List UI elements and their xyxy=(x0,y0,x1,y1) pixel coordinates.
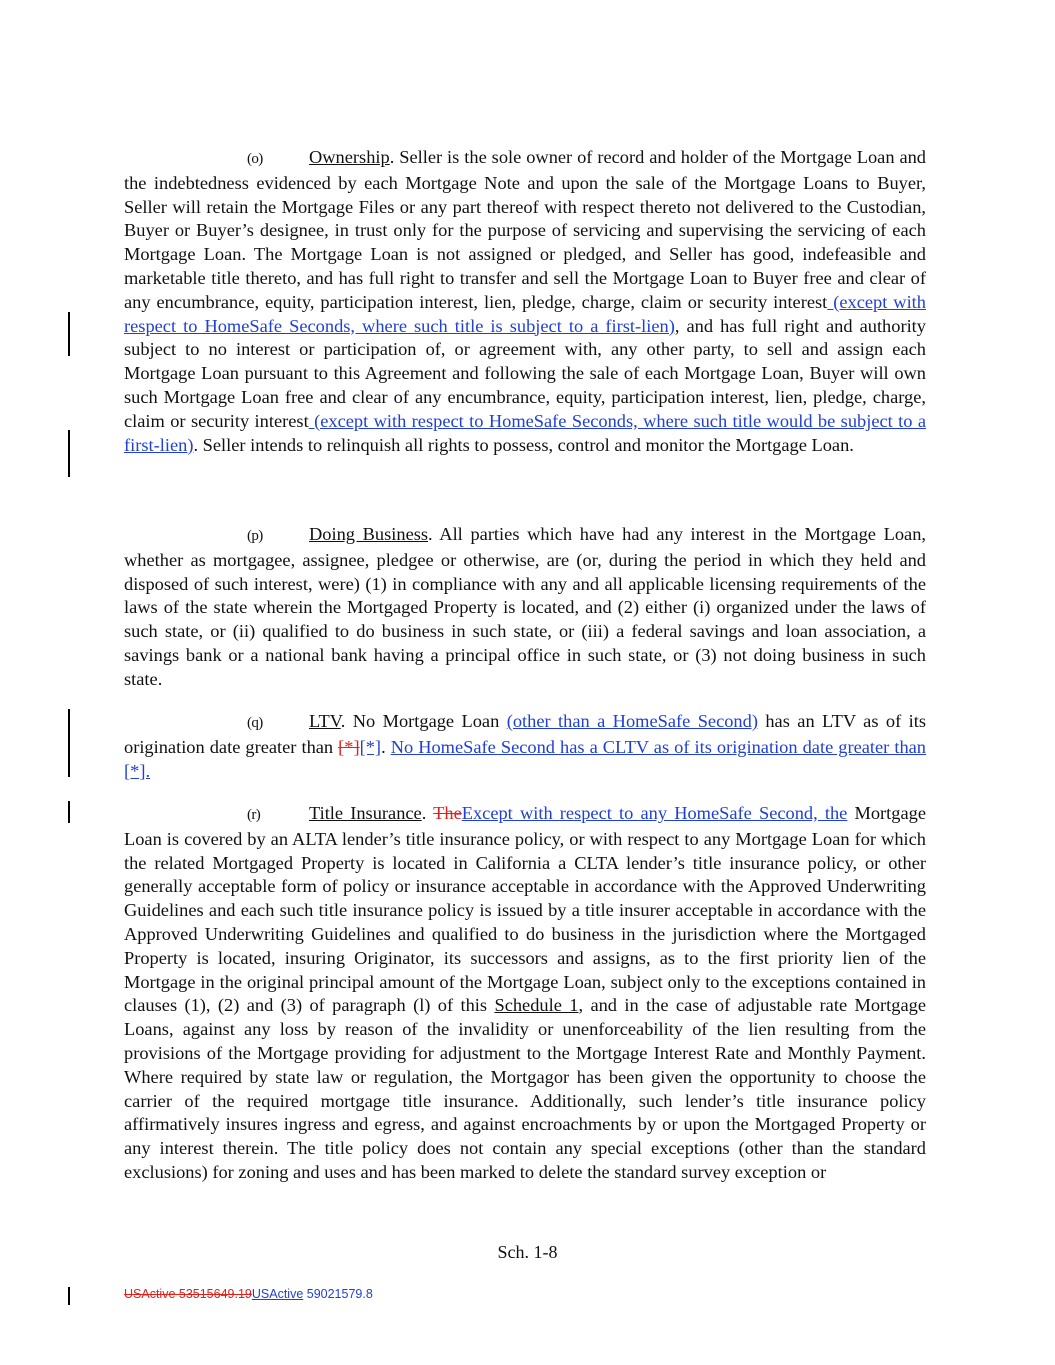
paragraph-r-title-insurance xyxy=(124,802,926,1185)
change-bar xyxy=(68,312,70,356)
paragraph-text: Mortgage Loan is covered by an ALTA lender’s title insurance policy, or with respect to any Mortgage Loan for which the related Mortgaged Property is located in California a CLTA lender’s title insurance policy, or other generally acceptable form of policy or insurance acceptable in accordance with the Approved Underwriting Guidelines and each such title insurance policy is issued by a title insurer acceptable in accordance with the Approved Underwriting Guidelines and qualified to do business in the jurisdiction where the Mortgaged Property is located, insuring Originator, its successors and assigns, as to the first priority lien of the Mortgage in the original principal amount of the Mortgage Loan, subject only to the exceptions contained in clauses (1), (2) and (3) of paragraph (l) of this xyxy=(124,803,926,1016)
deleted-text: [*] xyxy=(338,736,360,757)
paragraph-q-ltv xyxy=(124,710,926,783)
schedule-reference: Schedule 1 xyxy=(494,995,579,1016)
paragraph-label: (q) xyxy=(247,715,263,731)
paragraph-o-ownership xyxy=(124,146,926,457)
paragraph-text: . Seller is the sole owner of record and holder of the Mortgage Loan and the indebtedness evidenced by each Mortgage Note and upon the sale of the Mortgage Loans to Buyer, Seller will retain the Mortgage Files or any part thereof with respect thereto not delivered to the Custodian, Buyer or Buyer’s designee, in trust only for the purpose of servicing and supervising the servicing of each Mortgage Loan. The Mortgage Loan is not assigned or pledged, and Seller has good, indefeasible and marketable title thereto, and has full right to transfer and sell the Mortgage Loan to Buyer free and clear of any encumbrance, equity, participation interest, lien, pledge, charge, claim or security interest xyxy=(124,147,926,312)
paragraph-text: . xyxy=(381,736,391,757)
paragraph-text: . No Mortgage Loan xyxy=(340,711,507,731)
inserted-text: [*] xyxy=(359,736,382,757)
footer-document-id xyxy=(124,1287,373,1301)
paragraph-p-doing-business xyxy=(124,523,926,692)
inserted-text: (except with respect to HomeSafe Seconds, where such title would be subject to a first-lien) xyxy=(124,410,927,455)
inserted-text: Except with respect to any HomeSafe Second, the xyxy=(461,803,848,823)
paragraph-heading: LTV xyxy=(309,711,341,731)
change-bar xyxy=(68,1287,70,1305)
deleted-text: The xyxy=(433,803,462,823)
paragraph-heading: Doing Business xyxy=(309,524,429,544)
paragraph-text: , and in the case of adjustable rate Mortgage Loans, against any loss by reason of the invalidity or unenforceability of the lien resulting from the provisions of the Mortgage providing for adjustment to the Mortgage Interest Rate and Monthly Payment. Where required by state law or regulation, the Mortgagor has been given the opportunity to choose the carrier of the required mortgage title insurance. Additionally, such lender’s title insurance policy affirmatively insures ingress and egress, and against encroachments by or upon the Mortgaged Property or any interest therein. The title policy does not contain any special exceptions (other than the standard exclusions) for zoning and uses and has been marked to delete the standard survey exception or xyxy=(124,995,926,1182)
paragraph-label: (r) xyxy=(247,807,261,823)
inserted-text: No HomeSafe Second has a CLTV as of its origination date greater than [*]. xyxy=(124,736,926,781)
inserted-text: (other than a HomeSafe Second) xyxy=(506,711,758,731)
page-number: Sch. 1-8 xyxy=(497,1242,558,1262)
inserted-document-id: USActive xyxy=(251,1287,304,1301)
change-bar xyxy=(68,801,70,823)
change-bar xyxy=(68,709,70,777)
inserted-document-number: 59021579.8 xyxy=(303,1287,373,1301)
paragraph-text: has an LTV as of its origination date greater than xyxy=(124,711,927,757)
change-bar xyxy=(68,430,70,477)
paragraph-label: (p) xyxy=(247,528,263,544)
paragraph-label: (o) xyxy=(247,151,263,167)
paragraph-text: . All parties which have had any interest in the Mortgage Loan, whether as mortgagee, assignee, pledgee or otherwise, are (or, during the period in which they held and disposed of such interest, were) (1) in compliance with any and all applicable licensing requirements of the laws of the state wherein the Mortgaged Property is located, and (2) either (i) organized under the laws of such state, or (ii) qualified to do business in such state, or (iii) a federal savings and loan association, a savings bank or a national bank having a principal office in such state, or (3) not doing business in such state. xyxy=(124,524,926,689)
paragraph-heading: Title Insurance xyxy=(309,803,422,823)
deleted-document-id: USActive 53515649.19 xyxy=(124,1287,252,1301)
paragraph-heading: Ownership xyxy=(309,147,390,167)
paragraph-text: . Seller intends to relinquish all rights to possess, control and monitor the Mortgage Loan. xyxy=(193,434,854,455)
paragraph-text: . xyxy=(421,803,434,823)
paragraph-text: , and has full right and authority subject to no interest or participation of, or agreement with, any other party, to sell and assign each Mortgage Loan pursuant to this Agreement and following the sale of each Mortgage Loan, Buyer will own such Mortgage Loan free and clear of any encumbrance, equity, participation interest, lien, pledge, charge, claim or security interest xyxy=(124,315,926,431)
inserted-text: (except with respect to HomeSafe Seconds, where such title is subject to a first-lien) xyxy=(124,291,926,336)
